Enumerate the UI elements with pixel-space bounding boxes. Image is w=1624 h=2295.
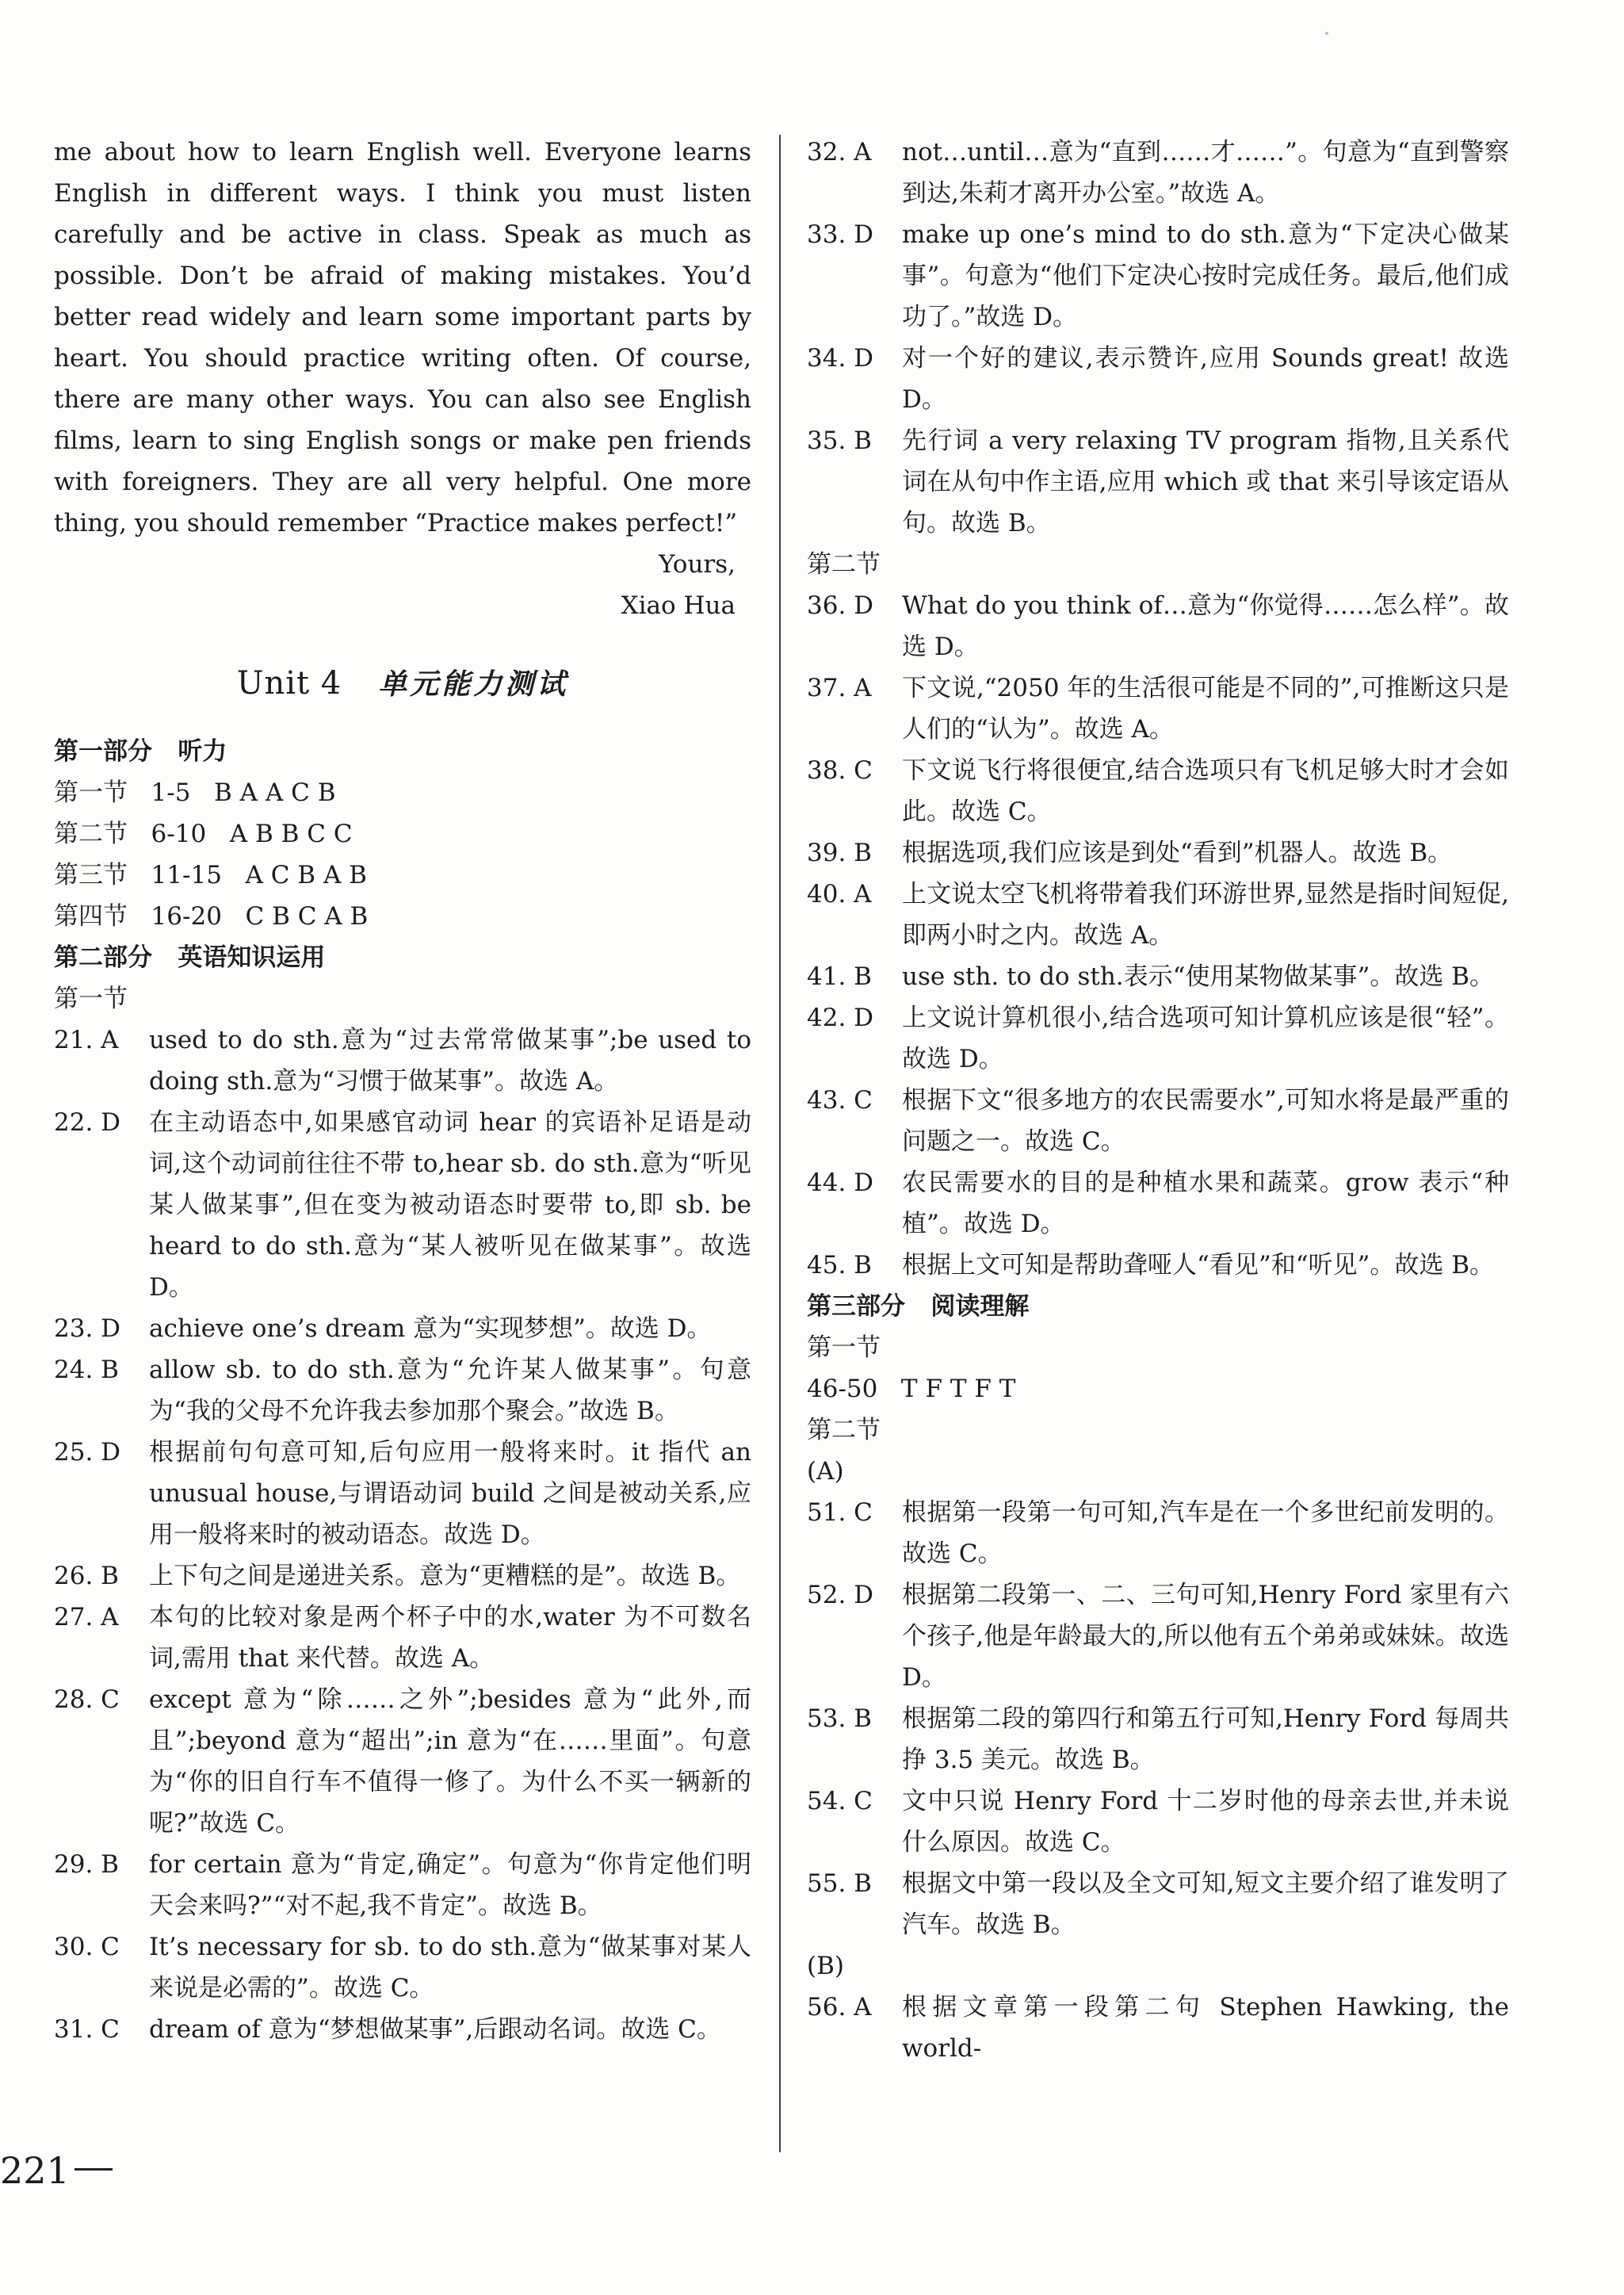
answer-item: [807, 132, 1509, 214]
answer-item: [54, 1349, 751, 1432]
answer-item: [807, 1863, 1509, 1945]
letter-signature: Xiao Hua: [621, 591, 736, 620]
answer-explanation: 下文说,“2050 年的生活很可能是不同的”,可推断这只是人们的“认为”。故选 A。: [902, 674, 1509, 744]
part3-section2-label: 第二节: [807, 1416, 881, 1444]
answer-item: [807, 1574, 1509, 1698]
answer-explanation: use sth. to do sth.表示“使用某物做某事”。故选 B。: [902, 962, 1494, 991]
answer-number: 35. B: [807, 426, 872, 455]
part1-heading: 第一部分 听力: [54, 737, 227, 766]
answer-explanation: What do you think of…意为“你觉得……怎么样”。故选 D。: [902, 591, 1509, 661]
answer-number: 36. D: [807, 591, 874, 620]
part2-section2-label: 第二节: [807, 550, 881, 579]
part2-section1-label: 第一节: [54, 985, 128, 1013]
answer-number: 24. B: [54, 1356, 119, 1384]
answer-explanation: not…until…意为“直到……才……”。句意为“直到警察到达,朱莉才离开办公室。”故选 A。: [902, 138, 1509, 208]
answer-explanation: achieve one’s dream 意为“实现梦想”。故选 D。: [149, 1314, 712, 1343]
answer-number: 25. D: [54, 1438, 121, 1467]
answer-number: 32. A: [807, 138, 872, 166]
answer-explanation: 根据上文可知是帮助聋哑人“看见”和“听见”。故选 B。: [902, 1251, 1495, 1279]
answer-explanation: 根据下文“很多地方的农民需要水”,可知水将是最严重的问题之一。故选 C。: [902, 1086, 1509, 1156]
answer-number: 41. B: [807, 962, 872, 991]
unit-number: Unit 4: [236, 665, 342, 702]
letter-body: me about how to learn English well. Everyone learns English in different ways. I think you must listen carefully and be active in class. Speak as much as possible. Don’t be afraid of making mistakes. You’d better read widely and learn some important parts by heart. You should practice writing often. Of course, there are many other ways. You can also see English films, learn to sing English songs or make pen friends with foreigners. They are all very helpful. One more thing, you should remember “Practice makes perfect!”: [54, 138, 751, 537]
scan-speck: [1325, 32, 1328, 35]
answer-item: [54, 1679, 751, 1844]
answer-item: [54, 1597, 751, 1679]
answer-number: 51. C: [807, 1498, 873, 1527]
answer-item: [54, 1432, 751, 1555]
listening-answers-3: 第三节 11-15 A C B A B: [54, 861, 367, 889]
answer-item: [807, 214, 1509, 338]
answer-explanation: It’s necessary for sb. to do sth.意为“做某事对某人来说是必需的”。故选 C。: [149, 1933, 751, 2002]
answer-explanation: 上文说太空飞机将带着我们环游世界,显然是指时间短促,即两小时之内。故选 A。: [902, 880, 1509, 950]
group-b-label: (B): [807, 1952, 844, 1980]
answer-list-51-55: [807, 1492, 1509, 1945]
answer-list-21-31: [54, 1019, 751, 2050]
answer-number: 27. A: [54, 1603, 119, 1631]
answer-number: 22. D: [54, 1108, 121, 1137]
answer-explanation: except 意为“除……之外”;besides 意为“此外,而且”;beyond 意为“超出”;in 意为“在……里面”。句意为“你的旧自行车不值得一修了。为什么不买一辆新的呢?”故选 C。: [149, 1685, 751, 1838]
answer-item: [807, 338, 1509, 420]
answer-explanation: 根据前句句意可知,后句应用一般将来时。it 指代 an unusual house,与谓语动词 build 之间是被动关系,应用一般将来时的被动语态。故选 D。: [149, 1438, 751, 1549]
answer-explanation: 根据文中第一段以及全文可知,短文主要介绍了谁发明了汽车。故选 B。: [902, 1869, 1509, 1939]
answer-explanation: 根据第二段第一、二、三句可知,Henry Ford 家里有六个孩子,他是年龄最大的,所以他有五个弟弟或妹妹。故选 D。: [902, 1581, 1509, 1692]
answer-item: [807, 1162, 1509, 1245]
listening-answers-2: 第二节 6-10 A B B C C: [54, 820, 353, 848]
answer-explanation: 农民需要水的目的是种植水果和蔬菜。grow 表示“种植”。故选 D。: [902, 1169, 1509, 1238]
answer-explanation: 下文说飞行将很便宜,结合选项只有飞机足够大时才会如此。故选 C。: [902, 756, 1509, 826]
unit-heading: [54, 660, 751, 709]
answer-explanation: for certain 意为“肯定,确定”。句意为“你肯定他们明天会来吗?”“对不起,我不肯定”。故选 B。: [149, 1850, 751, 1920]
answer-item: [807, 1080, 1509, 1162]
answer-item: [54, 2009, 751, 2050]
answer-explanation: dream of 意为“梦想做某事”,后跟动名词。故选 C。: [149, 2015, 721, 2044]
part3-section1-label: 第一节: [807, 1333, 881, 1362]
unit-title: 单元能力测试: [378, 668, 569, 701]
answer-number: 53. B: [807, 1704, 872, 1733]
answer-item: [807, 1698, 1509, 1781]
answer-explanation: 本句的比较对象是两个杯子中的水,water 为不可数名词,需用 that 来代替。故选 A。: [149, 1603, 751, 1673]
answer-number: 40. A: [807, 880, 872, 908]
left-column: [54, 132, 751, 2050]
answer-number: 34. D: [807, 344, 874, 373]
answer-number: 43. C: [807, 1086, 873, 1115]
answer-number: 28. C: [54, 1685, 120, 1714]
answer-item: [54, 1308, 751, 1349]
answer-explanation: 上下句之间是递进关系。意为“更糟糕的是”。故选 B。: [149, 1562, 741, 1590]
answer-item: [807, 832, 1509, 874]
answer-number: 56. A: [807, 1993, 872, 2022]
answer-item: [807, 1245, 1509, 1286]
answer-number: 54. C: [807, 1787, 873, 1815]
answer-explanation: make up one’s mind to do sth.意为“下定决心做某事”。句意为“他们下定决心按时完成任务。最后,他们成功了。”故选 D。: [902, 220, 1509, 331]
answer-number: 52. D: [807, 1581, 874, 1609]
answer-item: [54, 1926, 751, 2009]
column-divider: [779, 135, 781, 2152]
group-a-label: (A): [807, 1457, 844, 1486]
answer-item: [54, 1102, 751, 1308]
answer-explanation: 对一个好的建议,表示赞许,应用 Sounds great! 故选 D。: [902, 344, 1509, 414]
answer-number: 29. B: [54, 1850, 119, 1879]
listening-answers-1: 第一节 1-5 B A A C B: [54, 778, 336, 807]
answer-number: 23. D: [54, 1314, 121, 1343]
answer-number: 37. A: [807, 674, 872, 702]
part2-heading: 第二部分 英语知识运用: [54, 943, 326, 972]
answer-item: [807, 874, 1509, 956]
answer-number: 31. C: [54, 2015, 120, 2044]
answer-number: 38. C: [807, 756, 873, 785]
answer-item: [807, 997, 1509, 1080]
answer-number: 55. B: [807, 1869, 872, 1898]
answer-explanation: 根据第一段第一句可知,汽车是在一个多世纪前发明的。故选 C。: [902, 1498, 1509, 1568]
answer-explanation: 根据选项,我们应该是到处“看到”机器人。故选 B。: [902, 839, 1453, 867]
answer-item: [807, 1987, 1509, 2069]
page-number-dash: [75, 2168, 113, 2171]
reading-answers-46-50: 46-50 T F T F T: [807, 1375, 1016, 1403]
answer-item: [807, 585, 1509, 667]
answer-number: 21. A: [54, 1026, 119, 1054]
answer-number: 33. D: [807, 220, 874, 249]
answer-item: [54, 1019, 751, 1102]
answer-number: 45. B: [807, 1251, 872, 1279]
answer-explanation: 文中只说 Henry Ford 十二岁时他的母亲去世,并未说什么原因。故选 C。: [902, 1787, 1509, 1857]
answer-number: 42. D: [807, 1004, 874, 1032]
answer-list-36-45: [807, 585, 1509, 1286]
answer-number: 30. C: [54, 1933, 120, 1961]
answer-number: 26. B: [54, 1562, 119, 1590]
part3-heading: 第三部分 阅读理解: [807, 1292, 1030, 1321]
right-column: [807, 132, 1509, 2069]
answer-item: [807, 420, 1509, 544]
answer-list-32-35: [807, 132, 1509, 544]
answer-item: [807, 750, 1509, 832]
answer-item: [54, 1844, 751, 1926]
answer-item: [807, 956, 1509, 997]
answer-explanation: 根据文章第一段第二句 Stephen Hawking, the world-: [902, 1993, 1509, 2063]
answer-item: [54, 1555, 751, 1597]
listening-answers-4: 第四节 16-20 C B C A B: [54, 902, 369, 931]
letter-closing: Yours,: [659, 550, 736, 579]
answer-explanation: allow sb. to do sth.意为“允许某人做某事”。句意为“我的父母不允许我去参加那个聚会。”故选 B。: [149, 1356, 751, 1425]
answer-explanation: 先行词 a very relaxing TV program 指物,且关系代词在从句中作主语,应用 which 或 that 来引导该定语从句。故选 B。: [902, 426, 1509, 537]
answer-list-56: [807, 1987, 1509, 2069]
answer-item: [807, 667, 1509, 750]
answer-number: 39. B: [807, 839, 872, 867]
answer-item: [807, 1492, 1509, 1574]
answer-explanation: 在主动语态中,如果感官动词 hear 的宾语补足语是动词,这个动词前往往不带 to,hear sb. do sth.意为“听见某人做某事”,但在变为被动语态时要带 to,即 sb. be heard to do sth.意为“某人被听见在做某事”。故选 D。: [149, 1108, 751, 1302]
answer-explanation: used to do sth.意为“过去常常做某事”;be used to doing sth.意为“习惯于做某事”。故选 A。: [149, 1026, 751, 1096]
page-number: 221: [0, 2149, 70, 2192]
answer-explanation: 根据第二段的第四行和第五行可知,Henry Ford 每周共挣 3.5 美元。故选 B。: [902, 1704, 1509, 1774]
answer-item: [807, 1781, 1509, 1863]
answer-explanation: 上文说计算机很小,结合选项可知计算机应该是很“轻”。故选 D。: [902, 1004, 1509, 1073]
answer-number: 44. D: [807, 1169, 874, 1197]
